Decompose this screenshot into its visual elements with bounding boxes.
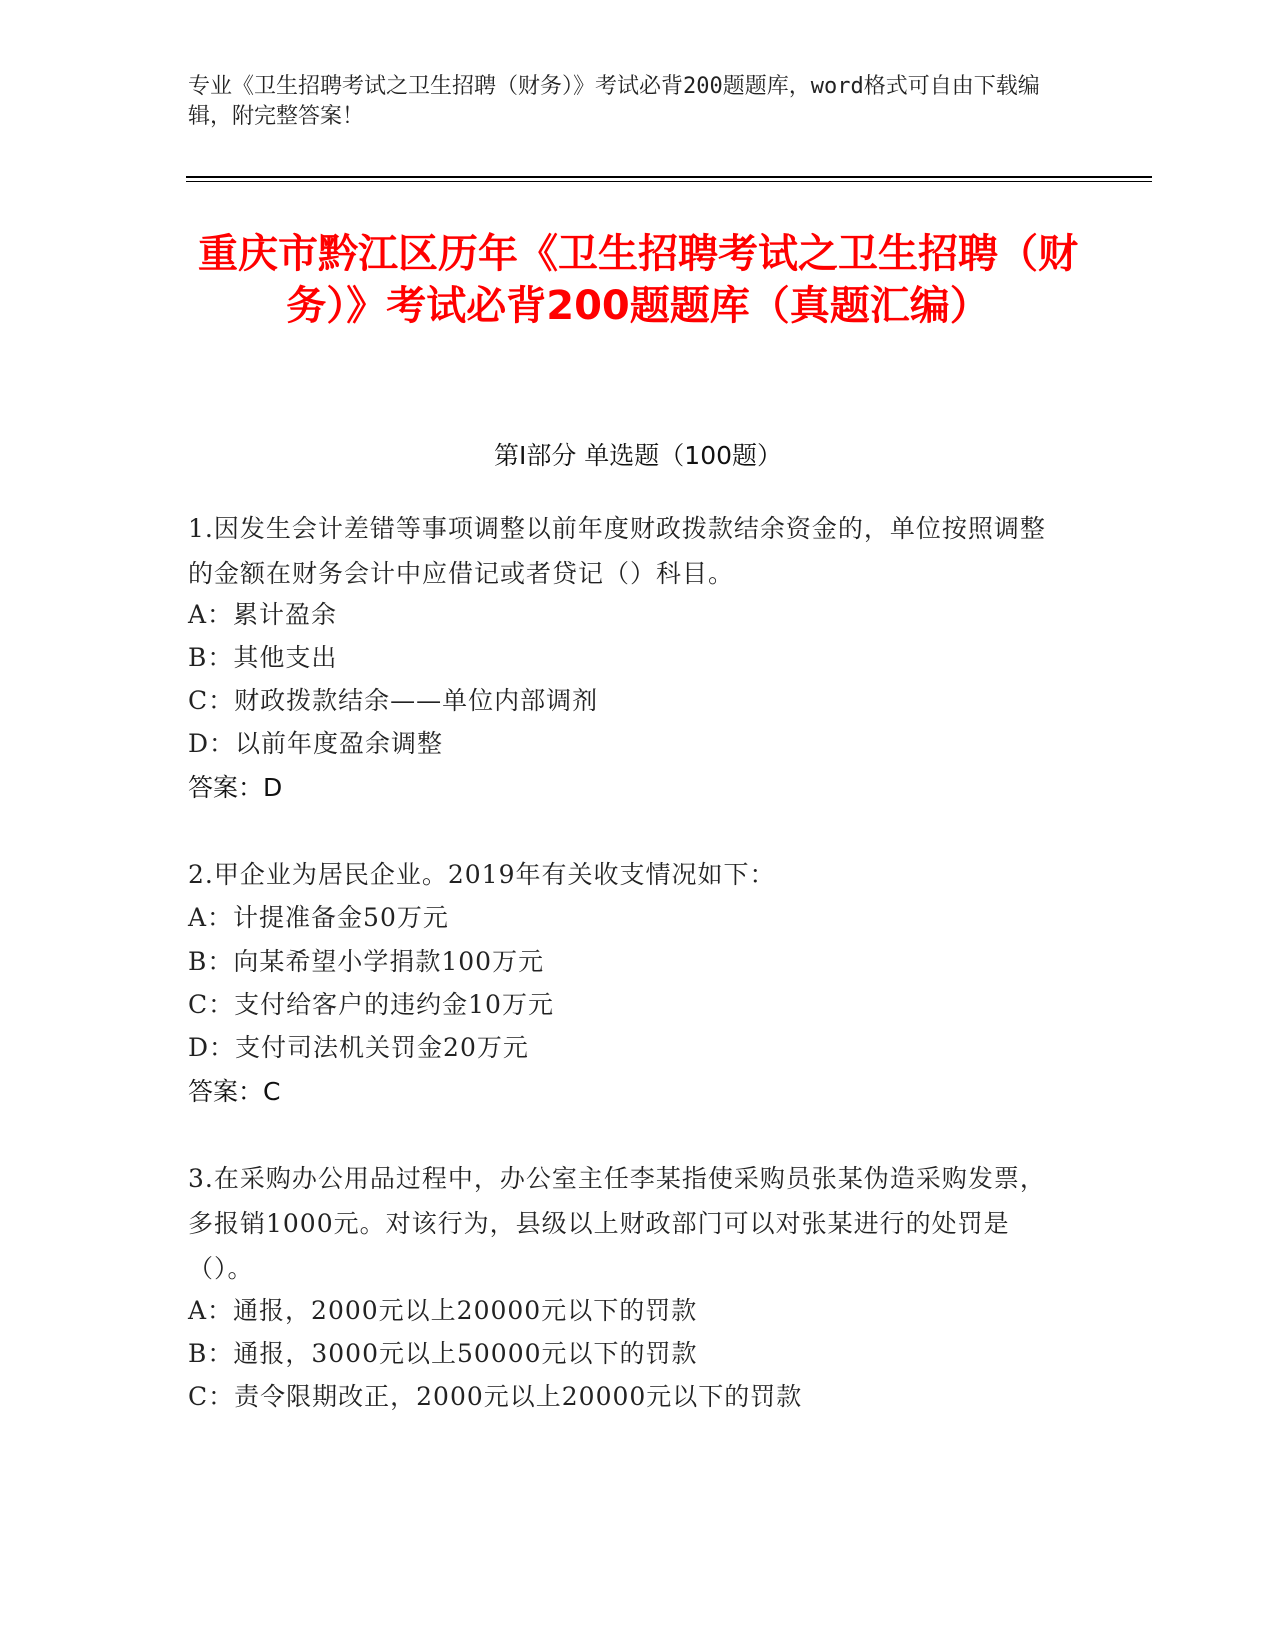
question-2-answer: 答案：C — [188, 1077, 281, 1106]
question-2-option-a: A：计提准备金50万元 — [188, 903, 449, 932]
section-title: 第I部分 单选题（100题） — [493, 441, 783, 470]
question-3-option-b: B：通报，3000元以上50000元以下的罚款 — [188, 1339, 698, 1368]
question-2-option-d: D：支付司法机关罚金20万元 — [188, 1033, 529, 1062]
question-1-answer: 答案：D — [188, 773, 283, 802]
question-1-option-a: A：累计盈余 — [188, 600, 338, 629]
question-3-option-c: C：责令限期改正，2000元以上20000元以下的罚款 — [188, 1382, 803, 1411]
question-1-option-b: B：其他支出 — [188, 643, 338, 672]
header-divider-thick — [186, 176, 1152, 178]
question-1-option-c: C：财政拨款结余——单位内部调剂 — [188, 686, 599, 715]
question-1-text: 1.因发生会计差错等事项调整以前年度财政拨款结余资金的，单位按照调整的金额在财务会计中应借记或者贷记（）科目。 — [188, 514, 1046, 588]
header-divider-thin — [186, 181, 1152, 182]
question-3-text: 3.在采购办公用品过程中，办公室主任李某指使采购员张某伪造采购发票，多报销1000元。对该行为，县级以上财政部门可以对张某进行的处罚是（）。 — [188, 1164, 1046, 1283]
question-2-option-b: B：向某希望小学捐款100万元 — [188, 947, 545, 976]
question-2-option-c: C：支付给客户的违约金10万元 — [188, 990, 554, 1019]
document-title: 重庆市黔江区历年《卫生招聘考试之卫生招聘（财务）》考试必背200题题库（真题汇编） — [198, 231, 1078, 329]
header-note: 专业《卫生招聘考试之卫生招聘（财务）》考试必背200题题库，word格式可自由下载编辑，附完整答案！ — [188, 74, 1040, 129]
question-2-text: 2.甲企业为居民企业。2019年有关收支情况如下： — [188, 860, 776, 889]
question-3-option-a: A：通报，2000元以上20000元以下的罚款 — [188, 1296, 698, 1325]
question-1-option-d: D：以前年度盈余调整 — [188, 729, 444, 758]
